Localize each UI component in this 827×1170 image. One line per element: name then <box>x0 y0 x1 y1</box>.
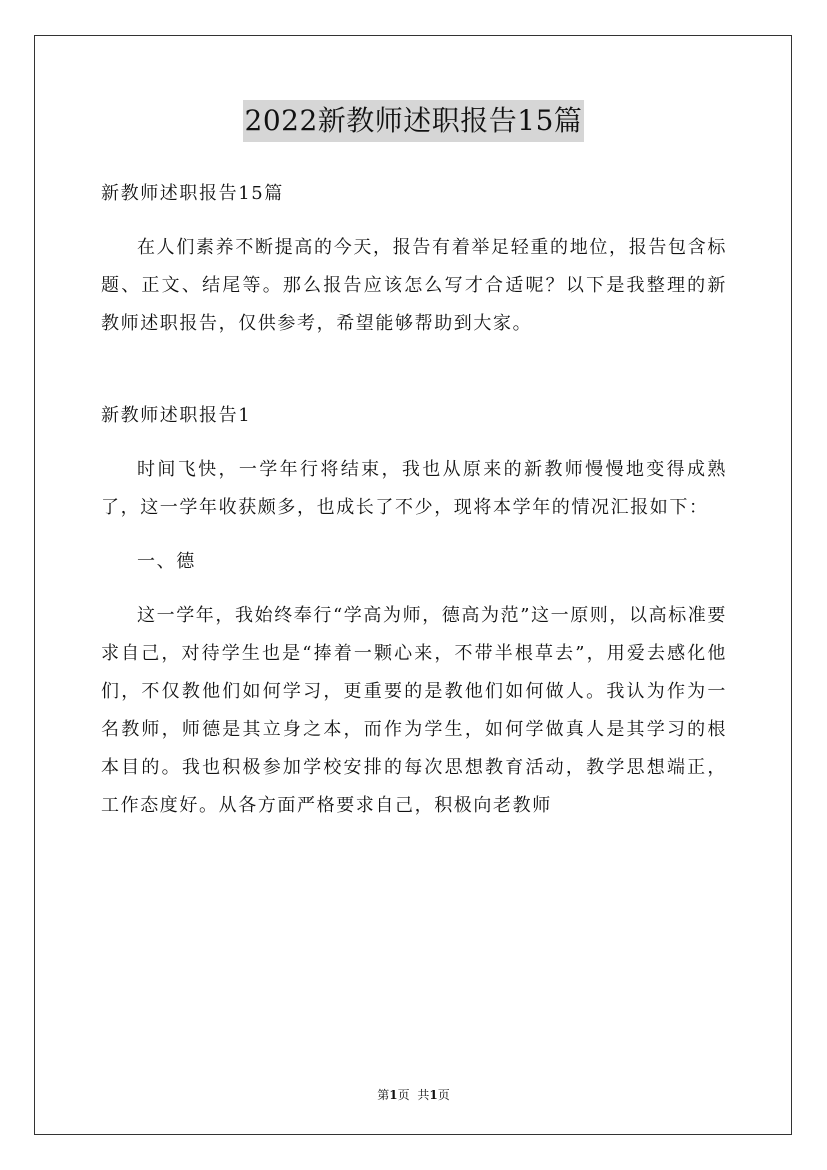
footer-total-prefix: 共 <box>417 1088 430 1102</box>
footer-page-prefix: 第 <box>377 1088 390 1102</box>
document-subtitle: 新教师述职报告15篇 <box>101 183 284 204</box>
footer-total-suffix: 页 <box>437 1088 450 1102</box>
intro-paragraph: 在人们素养不断提高的今天，报告有着举足轻重的地位，报告包含标题、正文、结尾等。那么报告应该怎么写才合适呢？以下是我整理的新教师述职报告，仅供参考，希望能够帮助到大家。 <box>101 237 727 334</box>
section-virtue-paragraph: 这一学年，我始终奉行“学高为师，德高为范”这一原则，以高标准要求自己，对待学生也是“捧着一颗心来，不带半根草去”，用爱去感化他们，不仅教他们如何学习，更重要的是教他们如何做人。我认为作为一名教师，师德是其立身之本，而作为学生，如何学做真人是其学习的根本目的。我也积极参加学校安排的每次思想教育活动，教学思想端正，工作态度好。从各方面严格要求自己，积极向老教师 <box>101 605 728 816</box>
spacer <box>101 435 727 451</box>
footer-page-suffix: 页 <box>397 1088 410 1102</box>
spacer <box>101 343 727 397</box>
footer-page-number: 1 <box>389 1088 398 1102</box>
document-body <box>101 175 727 825</box>
section-heading-virtue: 一、德 <box>137 551 196 572</box>
report-1-paragraph: 时间飞快，一学年行将结束，我也从原来的新教师慢慢地变得成熟了，这一学年收获颇多，也成长了不少，现将本学年的情况汇报如下： <box>101 459 727 518</box>
footer-total-pages: 1 <box>429 1088 438 1102</box>
document-title-text: 2022新教师述职报告15篇 <box>243 100 585 142</box>
spacer <box>101 213 727 229</box>
page-footer <box>0 1086 827 1103</box>
document-title <box>0 100 827 142</box>
spacer <box>101 581 727 597</box>
spacer <box>101 527 727 543</box>
report-1-title: 新教师述职报告1 <box>101 405 252 426</box>
